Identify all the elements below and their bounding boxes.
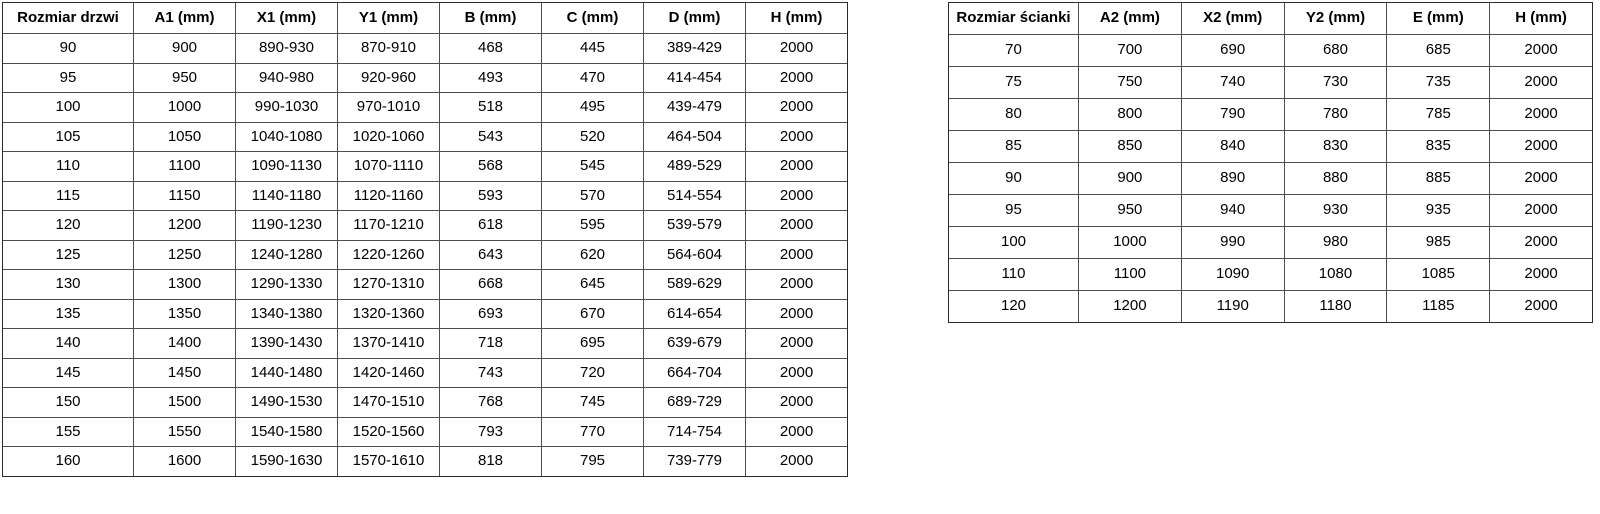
header-cell: X2 (mm) bbox=[1181, 3, 1284, 35]
table-row bbox=[3, 388, 848, 418]
data-cell: 1190 bbox=[1181, 291, 1284, 323]
data-cell: 693 bbox=[440, 299, 542, 329]
data-cell: 745 bbox=[542, 388, 644, 418]
table-row bbox=[3, 299, 848, 329]
data-cell: 900 bbox=[134, 34, 236, 64]
data-cell: 2000 bbox=[746, 152, 848, 182]
data-cell: 739-779 bbox=[644, 447, 746, 477]
data-cell: 545 bbox=[542, 152, 644, 182]
data-cell: 2000 bbox=[746, 447, 848, 477]
header-cell: C (mm) bbox=[542, 3, 644, 34]
data-cell: 2000 bbox=[746, 358, 848, 388]
data-cell: 439-479 bbox=[644, 93, 746, 123]
header-cell: X1 (mm) bbox=[236, 3, 338, 34]
data-cell: 1120-1160 bbox=[338, 181, 440, 211]
data-cell: 730 bbox=[1284, 67, 1387, 99]
header-cell: Rozmiar drzwi bbox=[3, 3, 134, 34]
table-row bbox=[949, 35, 1593, 67]
data-cell: 493 bbox=[440, 63, 542, 93]
data-cell: 1350 bbox=[134, 299, 236, 329]
header-cell: E (mm) bbox=[1387, 3, 1490, 35]
data-cell: 664-704 bbox=[644, 358, 746, 388]
data-cell: 870-910 bbox=[338, 34, 440, 64]
data-cell: 1600 bbox=[134, 447, 236, 477]
data-cell: 830 bbox=[1284, 131, 1387, 163]
table-row bbox=[3, 270, 848, 300]
data-cell: 668 bbox=[440, 270, 542, 300]
header-cell: H (mm) bbox=[1490, 3, 1593, 35]
data-cell: 125 bbox=[3, 240, 134, 270]
data-cell: 2000 bbox=[746, 417, 848, 447]
data-cell: 1080 bbox=[1284, 259, 1387, 291]
header-cell: A2 (mm) bbox=[1079, 3, 1182, 35]
data-cell: 1150 bbox=[134, 181, 236, 211]
data-cell: 110 bbox=[3, 152, 134, 182]
table-row bbox=[949, 99, 1593, 131]
data-cell: 614-654 bbox=[644, 299, 746, 329]
data-cell: 793 bbox=[440, 417, 542, 447]
data-cell: 445 bbox=[542, 34, 644, 64]
data-cell: 85 bbox=[949, 131, 1079, 163]
header-cell: A1 (mm) bbox=[134, 3, 236, 34]
header-row bbox=[3, 3, 848, 34]
data-cell: 880 bbox=[1284, 163, 1387, 195]
data-cell: 639-679 bbox=[644, 329, 746, 359]
data-cell: 714-754 bbox=[644, 417, 746, 447]
data-cell: 100 bbox=[949, 227, 1079, 259]
data-cell: 1500 bbox=[134, 388, 236, 418]
data-cell: 1100 bbox=[1079, 259, 1182, 291]
data-cell: 2000 bbox=[1490, 291, 1593, 323]
data-cell: 2000 bbox=[746, 181, 848, 211]
data-cell: 1100 bbox=[134, 152, 236, 182]
data-cell: 643 bbox=[440, 240, 542, 270]
data-cell: 115 bbox=[3, 181, 134, 211]
data-cell: 1440-1480 bbox=[236, 358, 338, 388]
data-cell: 1000 bbox=[1079, 227, 1182, 259]
data-cell: 990 bbox=[1181, 227, 1284, 259]
data-cell: 1200 bbox=[1079, 291, 1182, 323]
data-cell: 2000 bbox=[746, 34, 848, 64]
data-cell: 2000 bbox=[746, 240, 848, 270]
data-cell: 120 bbox=[949, 291, 1079, 323]
data-cell: 790 bbox=[1181, 99, 1284, 131]
data-cell: 1000 bbox=[134, 93, 236, 123]
data-cell: 735 bbox=[1387, 67, 1490, 99]
data-cell: 990-1030 bbox=[236, 93, 338, 123]
data-cell: 2000 bbox=[1490, 131, 1593, 163]
data-cell: 840 bbox=[1181, 131, 1284, 163]
data-cell: 740 bbox=[1181, 67, 1284, 99]
data-cell: 1180 bbox=[1284, 291, 1387, 323]
data-cell: 593 bbox=[440, 181, 542, 211]
table-row bbox=[3, 211, 848, 241]
data-cell: 75 bbox=[949, 67, 1079, 99]
table-row bbox=[3, 93, 848, 123]
data-cell: 800 bbox=[1079, 99, 1182, 131]
data-cell: 564-604 bbox=[644, 240, 746, 270]
table-row bbox=[3, 181, 848, 211]
data-cell: 1070-1110 bbox=[338, 152, 440, 182]
table-row bbox=[3, 329, 848, 359]
data-cell: 2000 bbox=[1490, 99, 1593, 131]
data-cell: 1140-1180 bbox=[236, 181, 338, 211]
data-cell: 130 bbox=[3, 270, 134, 300]
data-cell: 1185 bbox=[1387, 291, 1490, 323]
table-row bbox=[3, 447, 848, 477]
data-cell: 414-454 bbox=[644, 63, 746, 93]
table-row bbox=[3, 417, 848, 447]
data-cell: 1420-1460 bbox=[338, 358, 440, 388]
data-cell: 95 bbox=[949, 195, 1079, 227]
data-cell: 120 bbox=[3, 211, 134, 241]
data-cell: 543 bbox=[440, 122, 542, 152]
data-cell: 2000 bbox=[1490, 227, 1593, 259]
data-cell: 970-1010 bbox=[338, 93, 440, 123]
data-cell: 1450 bbox=[134, 358, 236, 388]
data-cell: 1590-1630 bbox=[236, 447, 338, 477]
data-cell: 389-429 bbox=[644, 34, 746, 64]
data-cell: 2000 bbox=[1490, 195, 1593, 227]
data-cell: 890 bbox=[1181, 163, 1284, 195]
data-cell: 950 bbox=[1079, 195, 1182, 227]
data-cell: 2000 bbox=[1490, 163, 1593, 195]
data-cell: 145 bbox=[3, 358, 134, 388]
data-cell: 720 bbox=[542, 358, 644, 388]
data-cell: 1540-1580 bbox=[236, 417, 338, 447]
data-cell: 2000 bbox=[746, 63, 848, 93]
data-cell: 95 bbox=[3, 63, 134, 93]
data-cell: 1370-1410 bbox=[338, 329, 440, 359]
data-cell: 795 bbox=[542, 447, 644, 477]
data-cell: 940-980 bbox=[236, 63, 338, 93]
data-cell: 140 bbox=[3, 329, 134, 359]
table-row bbox=[3, 34, 848, 64]
data-cell: 1470-1510 bbox=[338, 388, 440, 418]
table-row bbox=[3, 358, 848, 388]
data-cell: 2000 bbox=[746, 329, 848, 359]
data-cell: 1240-1280 bbox=[236, 240, 338, 270]
data-cell: 885 bbox=[1387, 163, 1490, 195]
data-cell: 1390-1430 bbox=[236, 329, 338, 359]
table-row bbox=[3, 122, 848, 152]
header-cell: D (mm) bbox=[644, 3, 746, 34]
wall-dimensions-table bbox=[948, 2, 1593, 323]
data-cell: 1490-1530 bbox=[236, 388, 338, 418]
data-cell: 2000 bbox=[746, 388, 848, 418]
data-cell: 850 bbox=[1079, 131, 1182, 163]
data-cell: 1200 bbox=[134, 211, 236, 241]
data-cell: 690 bbox=[1181, 35, 1284, 67]
data-cell: 2000 bbox=[746, 270, 848, 300]
data-cell: 2000 bbox=[746, 211, 848, 241]
header-cell: B (mm) bbox=[440, 3, 542, 34]
data-cell: 495 bbox=[542, 93, 644, 123]
data-cell: 1170-1210 bbox=[338, 211, 440, 241]
data-cell: 700 bbox=[1079, 35, 1182, 67]
data-cell: 680 bbox=[1284, 35, 1387, 67]
data-cell: 464-504 bbox=[644, 122, 746, 152]
data-cell: 1300 bbox=[134, 270, 236, 300]
data-cell: 2000 bbox=[746, 299, 848, 329]
data-cell: 595 bbox=[542, 211, 644, 241]
data-cell: 518 bbox=[440, 93, 542, 123]
data-cell: 980 bbox=[1284, 227, 1387, 259]
data-cell: 818 bbox=[440, 447, 542, 477]
data-cell: 110 bbox=[949, 259, 1079, 291]
data-cell: 1085 bbox=[1387, 259, 1490, 291]
data-cell: 150 bbox=[3, 388, 134, 418]
data-cell: 1250 bbox=[134, 240, 236, 270]
data-cell: 890-930 bbox=[236, 34, 338, 64]
header-cell: Y2 (mm) bbox=[1284, 3, 1387, 35]
data-cell: 1090 bbox=[1181, 259, 1284, 291]
data-cell: 920-960 bbox=[338, 63, 440, 93]
data-cell: 1040-1080 bbox=[236, 122, 338, 152]
data-cell: 2000 bbox=[746, 93, 848, 123]
data-cell: 2000 bbox=[1490, 67, 1593, 99]
data-cell: 940 bbox=[1181, 195, 1284, 227]
header-cell: Y1 (mm) bbox=[338, 3, 440, 34]
data-cell: 1050 bbox=[134, 122, 236, 152]
header-cell: H (mm) bbox=[746, 3, 848, 34]
data-cell: 1270-1310 bbox=[338, 270, 440, 300]
data-cell: 2000 bbox=[746, 122, 848, 152]
data-cell: 900 bbox=[1079, 163, 1182, 195]
data-cell: 750 bbox=[1079, 67, 1182, 99]
data-cell: 780 bbox=[1284, 99, 1387, 131]
data-cell: 718 bbox=[440, 329, 542, 359]
data-cell: 645 bbox=[542, 270, 644, 300]
data-cell: 670 bbox=[542, 299, 644, 329]
data-cell: 520 bbox=[542, 122, 644, 152]
table-row bbox=[949, 163, 1593, 195]
data-cell: 770 bbox=[542, 417, 644, 447]
data-cell: 1190-1230 bbox=[236, 211, 338, 241]
table-row bbox=[3, 152, 848, 182]
data-cell: 935 bbox=[1387, 195, 1490, 227]
table-row bbox=[949, 195, 1593, 227]
data-cell: 1020-1060 bbox=[338, 122, 440, 152]
data-cell: 930 bbox=[1284, 195, 1387, 227]
table-row bbox=[3, 240, 848, 270]
data-cell: 155 bbox=[3, 417, 134, 447]
data-cell: 100 bbox=[3, 93, 134, 123]
data-cell: 620 bbox=[542, 240, 644, 270]
data-cell: 618 bbox=[440, 211, 542, 241]
table-row bbox=[949, 131, 1593, 163]
data-cell: 1520-1560 bbox=[338, 417, 440, 447]
data-cell: 90 bbox=[949, 163, 1079, 195]
data-cell: 90 bbox=[3, 34, 134, 64]
data-cell: 2000 bbox=[1490, 35, 1593, 67]
data-cell: 70 bbox=[949, 35, 1079, 67]
data-cell: 568 bbox=[440, 152, 542, 182]
data-cell: 105 bbox=[3, 122, 134, 152]
data-cell: 135 bbox=[3, 299, 134, 329]
data-cell: 689-729 bbox=[644, 388, 746, 418]
data-cell: 468 bbox=[440, 34, 542, 64]
door-dimensions-table bbox=[2, 2, 848, 477]
data-cell: 1320-1360 bbox=[338, 299, 440, 329]
data-cell: 539-579 bbox=[644, 211, 746, 241]
table-row bbox=[949, 227, 1593, 259]
header-row bbox=[949, 3, 1593, 35]
table-row bbox=[949, 291, 1593, 323]
data-cell: 589-629 bbox=[644, 270, 746, 300]
data-cell: 570 bbox=[542, 181, 644, 211]
data-cell: 1090-1130 bbox=[236, 152, 338, 182]
data-cell: 1290-1330 bbox=[236, 270, 338, 300]
data-cell: 835 bbox=[1387, 131, 1490, 163]
data-cell: 489-529 bbox=[644, 152, 746, 182]
data-cell: 1400 bbox=[134, 329, 236, 359]
table-row bbox=[3, 63, 848, 93]
data-cell: 1550 bbox=[134, 417, 236, 447]
data-cell: 743 bbox=[440, 358, 542, 388]
data-cell: 2000 bbox=[1490, 259, 1593, 291]
data-cell: 685 bbox=[1387, 35, 1490, 67]
data-cell: 80 bbox=[949, 99, 1079, 131]
data-cell: 1570-1610 bbox=[338, 447, 440, 477]
data-cell: 514-554 bbox=[644, 181, 746, 211]
data-cell: 1340-1380 bbox=[236, 299, 338, 329]
data-cell: 785 bbox=[1387, 99, 1490, 131]
data-cell: 160 bbox=[3, 447, 134, 477]
data-cell: 470 bbox=[542, 63, 644, 93]
data-cell: 1220-1260 bbox=[338, 240, 440, 270]
header-cell: Rozmiar ścianki bbox=[949, 3, 1079, 35]
table-row bbox=[949, 259, 1593, 291]
data-cell: 985 bbox=[1387, 227, 1490, 259]
data-cell: 768 bbox=[440, 388, 542, 418]
table-row bbox=[949, 67, 1593, 99]
data-cell: 695 bbox=[542, 329, 644, 359]
data-cell: 950 bbox=[134, 63, 236, 93]
